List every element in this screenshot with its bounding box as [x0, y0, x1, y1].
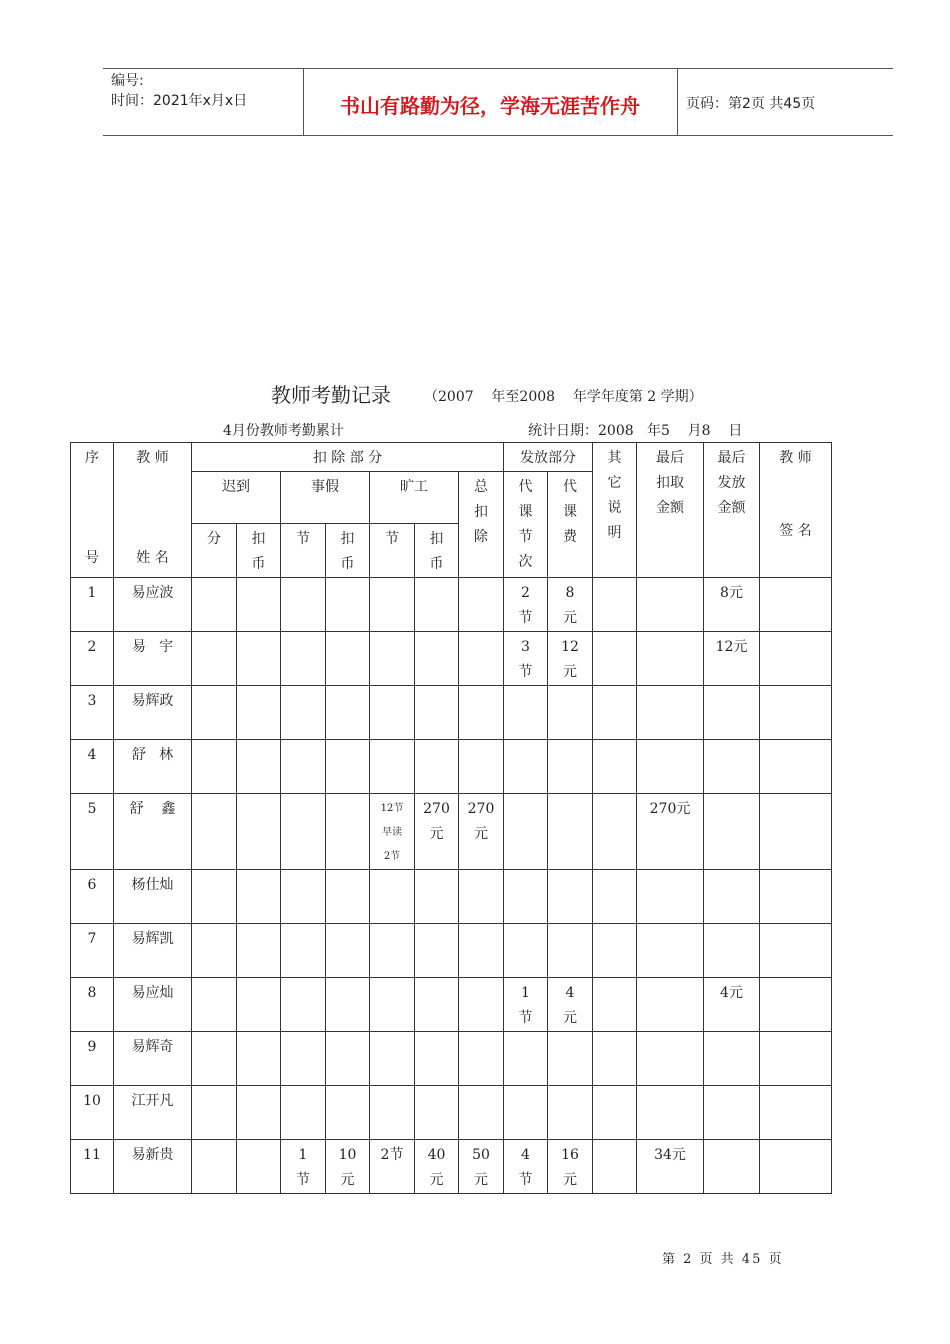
cell-absent-n-text: 12节早读2节	[380, 803, 404, 862]
header-teacher	[114, 443, 192, 578]
table-row	[71, 870, 832, 924]
cell-name: 易辉政	[114, 686, 192, 740]
cell-sub-fee	[548, 924, 593, 978]
table-row	[71, 1032, 832, 1086]
cell-sub-fee	[548, 978, 593, 1032]
cell-sign	[760, 978, 832, 1032]
cell-other	[593, 740, 637, 794]
cell-seq: 9	[71, 1032, 114, 1086]
cell-absent-n	[370, 686, 415, 740]
header-absent-periods: 节	[370, 524, 415, 578]
cell-final-issue	[704, 1032, 760, 1086]
cell-name: 易辉凯	[114, 924, 192, 978]
cell-absent-coin	[415, 578, 459, 632]
cell-leave-n	[281, 794, 326, 870]
header-leave: 事假	[281, 472, 370, 524]
cell-late-coin	[237, 1032, 281, 1086]
cell-sub-n	[504, 794, 548, 870]
page-info: 页码：第2页 共45页	[686, 96, 816, 112]
cell-late-coin	[237, 978, 281, 1032]
cell-final-issue	[704, 794, 760, 870]
header-absent-coin-label: 扣币	[429, 531, 444, 572]
header-seq-bottom: 号	[85, 550, 99, 566]
cell-leave-n	[281, 1140, 326, 1194]
cell-total	[459, 924, 504, 978]
cell-name: 易 宇	[114, 632, 192, 686]
cell-final-issue	[704, 740, 760, 794]
cell-absent-n	[370, 1086, 415, 1140]
attendance-table	[70, 442, 832, 1194]
cell-leave-coin	[326, 740, 370, 794]
cell-name: 易应灿	[114, 978, 192, 1032]
cell-seq: 6	[71, 870, 114, 924]
cell-final-issue	[704, 1086, 760, 1140]
cell-final-deduct	[637, 924, 704, 978]
cell-sub-n	[504, 1086, 548, 1140]
cell-sign	[760, 794, 832, 870]
header-late-minutes: 分	[192, 524, 237, 578]
cell-seq: 4	[71, 740, 114, 794]
cell-absent-coin	[415, 632, 459, 686]
cell-name: 舒 林	[114, 740, 192, 794]
cell-sub-fee	[548, 740, 593, 794]
cell-late-coin	[237, 578, 281, 632]
cell-absent-coin	[415, 924, 459, 978]
cell-late-min	[192, 978, 237, 1032]
table-row	[71, 686, 832, 740]
cell-absent-coin	[415, 1086, 459, 1140]
header-leave-periods: 节	[281, 524, 326, 578]
cell-final-issue	[704, 870, 760, 924]
cell-sub-n	[504, 578, 548, 632]
cell-leave-coin	[326, 978, 370, 1032]
cell-sub-n-text: 2节	[518, 585, 533, 626]
cell-late-min	[192, 924, 237, 978]
cell-final-issue: 8元	[704, 578, 760, 632]
cell-sub-fee	[548, 1086, 593, 1140]
cell-leave-coin	[326, 1086, 370, 1140]
header-sign-bottom: 签 名	[779, 523, 812, 539]
title-term: （2007 年至2008 年学年度第 2 学期）	[424, 389, 703, 405]
cell-sub-n	[504, 740, 548, 794]
cell-absent-coin	[415, 1140, 459, 1194]
cell-other	[593, 578, 637, 632]
cell-final-deduct	[637, 870, 704, 924]
header-total-deduct	[459, 472, 504, 578]
header-leave-coin-label: 扣币	[340, 531, 355, 572]
cell-late-min	[192, 632, 237, 686]
cell-absent-coin-text: 270元	[423, 801, 450, 842]
cell-total	[459, 1032, 504, 1086]
cell-seq: 8	[71, 978, 114, 1032]
cell-leave-coin	[326, 686, 370, 740]
cell-final-deduct	[637, 740, 704, 794]
cell-total	[459, 740, 504, 794]
cell-final-deduct	[637, 686, 704, 740]
header-absent: 旷工	[370, 472, 459, 524]
cell-absent-n	[370, 1032, 415, 1086]
cell-name: 易应波	[114, 578, 192, 632]
header-other	[593, 443, 637, 578]
cell-late-coin	[237, 740, 281, 794]
cell-sign	[760, 1140, 832, 1194]
header-leave-coin	[326, 524, 370, 578]
cell-total	[459, 1140, 504, 1194]
table-row	[71, 578, 832, 632]
cell-late-min	[192, 740, 237, 794]
header-top-rule	[103, 68, 893, 69]
cell-other	[593, 632, 637, 686]
cell-sub-n	[504, 1032, 548, 1086]
cell-sign	[760, 1086, 832, 1140]
cell-sub-n	[504, 686, 548, 740]
cell-final-deduct	[637, 978, 704, 1032]
cell-sub-fee-text: 12元	[561, 639, 579, 680]
cell-leave-coin	[326, 1032, 370, 1086]
table-row	[71, 632, 832, 686]
cell-seq: 1	[71, 578, 114, 632]
header-final-deduct-label: 最后扣取金额	[655, 450, 684, 516]
header-total-deduct-label: 总扣除	[474, 479, 488, 545]
cell-sub-n	[504, 870, 548, 924]
header-final-issue-label: 最后发放金额	[717, 450, 746, 516]
cell-late-min	[192, 1032, 237, 1086]
cell-total	[459, 632, 504, 686]
slogan: 书山有路勤为径，学海无涯苦作舟	[340, 94, 640, 118]
cell-other	[593, 1086, 637, 1140]
cell-sub-n-text: 4节	[518, 1147, 533, 1188]
cell-sub-fee	[548, 1032, 593, 1086]
header-teacher-top: 教 师	[136, 450, 169, 466]
header-late-coin-label: 扣币	[251, 531, 266, 572]
header-late: 迟到	[192, 472, 281, 524]
cell-sub-fee	[548, 870, 593, 924]
cell-leave-n	[281, 632, 326, 686]
cell-other	[593, 686, 637, 740]
cell-final-issue: 4元	[704, 978, 760, 1032]
cell-other	[593, 794, 637, 870]
cell-late-coin	[237, 686, 281, 740]
cell-absent-coin	[415, 978, 459, 1032]
cell-other	[593, 1140, 637, 1194]
cell-absent-coin	[415, 686, 459, 740]
header-absent-coin	[415, 524, 459, 578]
header-issue-group: 发放部分	[504, 443, 593, 472]
cell-total-text: 270元	[467, 801, 495, 842]
cell-other	[593, 1032, 637, 1086]
serial-label: 编号:	[111, 73, 144, 89]
cell-other	[593, 978, 637, 1032]
cell-final-deduct	[637, 632, 704, 686]
cell-leave-coin	[326, 870, 370, 924]
header-late-coin	[237, 524, 281, 578]
cell-absent-n	[370, 578, 415, 632]
table-row	[71, 978, 832, 1032]
cell-total	[459, 686, 504, 740]
cell-late-min	[192, 1140, 237, 1194]
table-row	[71, 740, 832, 794]
cell-sign	[760, 870, 832, 924]
cell-absent-n	[370, 740, 415, 794]
cell-total	[459, 794, 504, 870]
cell-seq: 3	[71, 686, 114, 740]
cell-leave-n	[281, 924, 326, 978]
cell-leave-coin	[326, 1140, 370, 1194]
cell-seq: 11	[71, 1140, 114, 1194]
cell-absent-coin	[415, 1032, 459, 1086]
cell-name: 杨仕灿	[114, 870, 192, 924]
cell-leave-coin	[326, 794, 370, 870]
cell-sub-fee-text: 4元	[563, 985, 577, 1026]
header-final-deduct	[637, 443, 704, 578]
cell-total	[459, 978, 504, 1032]
cell-absent-coin	[415, 740, 459, 794]
time-label: 时间：2021年x月x日	[111, 93, 248, 109]
cell-final-issue: 12元	[704, 632, 760, 686]
cell-sign	[760, 686, 832, 740]
cell-absent-coin	[415, 794, 459, 870]
cell-absent-n	[370, 870, 415, 924]
cell-late-coin	[237, 924, 281, 978]
cell-seq: 10	[71, 1086, 114, 1140]
cell-other	[593, 924, 637, 978]
cell-absent-coin	[415, 870, 459, 924]
cell-other	[593, 870, 637, 924]
header-teacher-bottom: 姓 名	[136, 550, 169, 566]
cell-leave-n	[281, 978, 326, 1032]
cell-leave-n	[281, 870, 326, 924]
cell-final-deduct	[637, 578, 704, 632]
cell-late-coin	[237, 870, 281, 924]
cell-leave-n	[281, 1086, 326, 1140]
cell-late-min	[192, 870, 237, 924]
cell-leave-n	[281, 740, 326, 794]
cell-leave-coin	[326, 632, 370, 686]
cell-sub-fee-text: 16元	[561, 1147, 579, 1188]
cell-sub-fee	[548, 632, 593, 686]
cell-total-text: 50元	[472, 1147, 490, 1188]
cell-sign	[760, 740, 832, 794]
cell-leave-n	[281, 686, 326, 740]
cell-late-min	[192, 578, 237, 632]
cell-sub-n	[504, 632, 548, 686]
cell-seq: 5	[71, 794, 114, 870]
cell-sign	[760, 1032, 832, 1086]
cell-leave-n	[281, 1032, 326, 1086]
cell-total	[459, 870, 504, 924]
header-sub-count	[504, 472, 548, 578]
cell-late-coin	[237, 632, 281, 686]
cell-sub-n-text: 1节	[518, 985, 533, 1026]
cell-sub-fee	[548, 686, 593, 740]
stat-date: 统计日期：2008 年5 月8 日	[528, 423, 743, 439]
page-title: 教师考勤记录	[271, 383, 391, 407]
cell-sub-fee	[548, 1140, 593, 1194]
header-bottom-rule	[103, 135, 893, 136]
header-sign-top: 教 师	[779, 450, 812, 466]
header-final-issue	[704, 443, 760, 578]
cell-sub-fee-text: 8元	[563, 585, 577, 626]
header-other-label: 其它说明	[607, 450, 622, 541]
cell-absent-n	[370, 794, 415, 870]
cell-late-coin	[237, 1140, 281, 1194]
cell-late-min	[192, 1086, 237, 1140]
cell-sub-fee	[548, 578, 593, 632]
cell-final-issue	[704, 686, 760, 740]
cell-leave-n	[281, 578, 326, 632]
cell-absent-coin-text: 40元	[427, 1147, 446, 1188]
cell-final-issue	[704, 1140, 760, 1194]
subtitle: 4月份教师考勤累计	[223, 423, 344, 439]
cell-sign	[760, 578, 832, 632]
cell-leave-n-text: 1节	[296, 1147, 310, 1188]
cell-final-deduct	[637, 1086, 704, 1140]
cell-absent-n	[370, 978, 415, 1032]
table-row	[71, 1086, 832, 1140]
cell-total	[459, 1086, 504, 1140]
header-divider-right	[677, 68, 678, 136]
cell-final-issue	[704, 924, 760, 978]
cell-late-min	[192, 686, 237, 740]
table-row	[71, 1140, 832, 1194]
cell-sub-n	[504, 978, 548, 1032]
cell-sub-n	[504, 1140, 548, 1194]
table-row	[71, 794, 832, 870]
cell-absent-n	[370, 924, 415, 978]
cell-sub-n	[504, 924, 548, 978]
header-deduct-group: 扣 除 部 分	[192, 443, 504, 472]
cell-name: 舒 鑫	[114, 794, 192, 870]
cell-leave-coin	[326, 924, 370, 978]
cell-final-deduct: 270元	[637, 794, 704, 870]
cell-late-min	[192, 794, 237, 870]
cell-total	[459, 578, 504, 632]
cell-leave-coin-text: 10元	[338, 1147, 357, 1188]
header-sign	[760, 443, 832, 578]
cell-final-deduct: 34元	[637, 1140, 704, 1194]
page-footer: 第 2 页 共 45 页	[662, 1252, 784, 1267]
cell-late-coin	[237, 794, 281, 870]
cell-name: 易辉奇	[114, 1032, 192, 1086]
cell-sub-fee	[548, 794, 593, 870]
cell-final-deduct	[637, 1032, 704, 1086]
cell-name: 易新贵	[114, 1140, 192, 1194]
cell-leave-coin	[326, 578, 370, 632]
header-sub-fee	[548, 472, 593, 578]
header-seq	[71, 443, 114, 578]
cell-sign	[760, 924, 832, 978]
cell-sub-n-text: 3节	[518, 639, 533, 680]
cell-absent-n: 2节	[370, 1140, 415, 1194]
table-row	[71, 924, 832, 978]
cell-name: 江开凡	[114, 1086, 192, 1140]
header-sub-count-label: 代课节次	[518, 479, 533, 570]
cell-absent-n	[370, 632, 415, 686]
cell-late-coin	[237, 1086, 281, 1140]
table-body	[71, 578, 832, 1194]
cell-seq: 7	[71, 924, 114, 978]
header-seq-top: 序	[85, 450, 99, 466]
header-sub-fee-label: 代课费	[563, 479, 577, 545]
cell-seq: 2	[71, 632, 114, 686]
cell-sign	[760, 632, 832, 686]
